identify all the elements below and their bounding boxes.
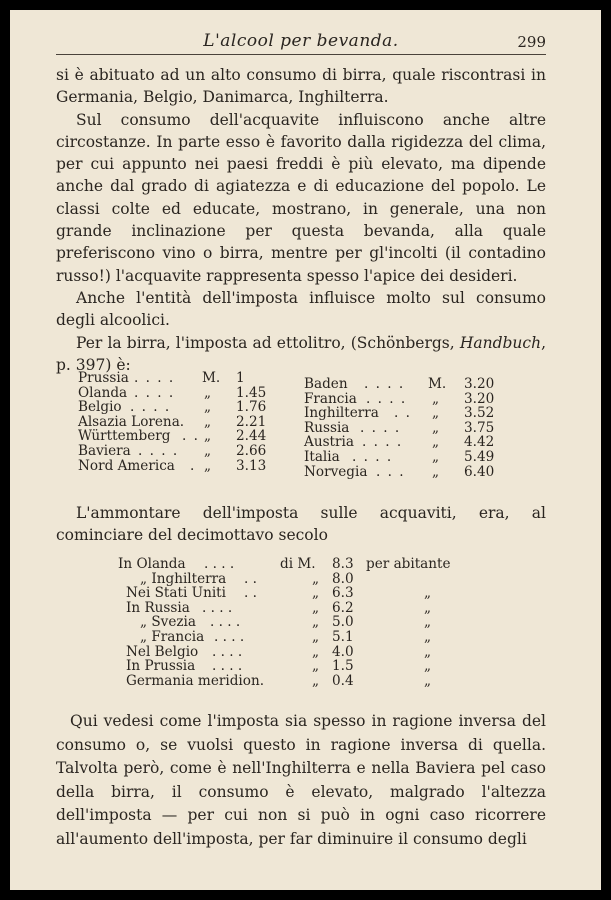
value: 5.1 xyxy=(332,628,354,645)
dots: . . . . xyxy=(134,384,175,401)
paragraph-1: si è abituato ad un alto consumo di birra, quale riscontrasi in Germania, Belgio, Danimarca, Inghilterra. xyxy=(56,66,546,107)
country: „ Svezia xyxy=(140,614,197,631)
note: „ xyxy=(424,643,432,660)
value: 6.2 xyxy=(332,599,354,616)
dots: . . . . xyxy=(210,614,241,631)
dots: . . . . xyxy=(362,434,403,451)
country: Nord America xyxy=(78,457,175,474)
value: 2.44 xyxy=(236,428,267,445)
running-head xyxy=(56,30,546,55)
closing-block xyxy=(56,710,546,851)
value: 8.3 xyxy=(332,556,354,572)
dots: . xyxy=(190,457,196,474)
beer-intro-before: Per la birra, l'imposta ad ettolitro, (Schönbergs, xyxy=(76,333,460,352)
country: In Russia xyxy=(126,599,190,616)
running-title: L'alcool per bevanda. xyxy=(203,31,399,51)
dots: . . . . xyxy=(212,658,243,675)
value: 1.45 xyxy=(236,384,267,401)
country: Germania meridion. xyxy=(126,672,265,689)
unit: „ xyxy=(432,419,440,436)
country: Italia xyxy=(304,448,340,465)
unit: „ xyxy=(432,463,440,480)
closing-paragraph: Qui vedesi come l'imposta sia spesso in ragione inversa del consumo o, se vuolsi questo in ragione inversa di quella. Talvolta però, come è nell'Inghilterra e nella Baviera pel caso della birra, il consumo è elevato, malgrado l'altezza dell'imposta — per cui non si può in ogni caso ricorrere all'aumento dell'imposta, per far diminuire il consumo degli xyxy=(56,712,546,848)
country: „ Inghilterra xyxy=(140,570,227,587)
country: Olanda xyxy=(78,384,128,401)
paragraph-2: Sul consumo dell'acquavite influiscono anche altre circostanze. In parte esso è favorito dalla rigidezza del clima, per cui appunto nei paesi freddi è più elevato, ma dipende anche dal grado di agiatezza e di educazione del popolo. Le classi colte ed educate, mostrano, in generale, una non grande inclinazione per questa bevanda, alla quale preferiscono vino o birra, mentre per gl'incolti (il contadino russo!) l'acquavite rappresenta spesso l'apice dei desideri. xyxy=(56,110,546,285)
value: 5.49 xyxy=(464,448,495,465)
unit: „ xyxy=(204,428,212,445)
note: per abitante xyxy=(366,556,451,572)
note: „ xyxy=(424,599,432,616)
dots: . . xyxy=(182,428,200,445)
value: 2.21 xyxy=(236,413,267,430)
country: Württemberg xyxy=(78,428,171,445)
country: Norvegia xyxy=(304,463,368,480)
unit: „ xyxy=(312,658,320,675)
unit: „ xyxy=(312,643,320,660)
dots: . . xyxy=(244,585,257,602)
unit: „ xyxy=(432,434,440,451)
country: Nel Belgio xyxy=(126,643,199,660)
value: 4.42 xyxy=(464,434,495,451)
country: Nei Stati Uniti xyxy=(126,585,226,602)
unit: „ xyxy=(432,448,440,465)
value: 1.5 xyxy=(332,658,354,675)
value: 3.13 xyxy=(236,457,267,474)
country: Belgio xyxy=(78,399,122,416)
unit: „ xyxy=(312,585,320,602)
dots: . . . . xyxy=(364,376,405,392)
note: „ xyxy=(424,585,432,602)
dots: . . . . xyxy=(204,556,235,572)
dots: . . . . xyxy=(352,448,393,465)
unit: „ xyxy=(312,614,320,631)
paragraph-3: Anche l'entità dell'imposta influisce molto sul consumo degli alcoolici. xyxy=(56,288,546,330)
unit: „ xyxy=(204,457,212,474)
country: In Olanda xyxy=(118,556,186,572)
unit: „ xyxy=(312,599,320,616)
book-page xyxy=(10,10,601,890)
country: Austria xyxy=(304,434,354,451)
country: Alsazia Lorena. xyxy=(78,413,185,430)
dots: . . xyxy=(394,405,412,422)
dots: . . . . xyxy=(138,442,179,459)
dots: . . . . xyxy=(134,370,175,386)
unit: „ xyxy=(312,628,320,645)
beer-intro-after: , p. 397) è: xyxy=(56,333,546,374)
value: 6.3 xyxy=(332,585,354,602)
beer-intro xyxy=(56,332,546,377)
value: 4.0 xyxy=(332,643,354,660)
dots: . . . . xyxy=(130,399,171,416)
body-text xyxy=(56,64,546,376)
country: Prussia xyxy=(78,370,129,386)
unit: M. xyxy=(428,376,447,392)
note: „ xyxy=(424,628,432,645)
country: Baden xyxy=(304,376,348,392)
value: 2.66 xyxy=(236,442,267,459)
unit: „ xyxy=(312,672,320,689)
unit: „ xyxy=(204,384,212,401)
unit: M. xyxy=(202,370,221,386)
dots: . . . . xyxy=(202,599,233,616)
unit: „ xyxy=(312,570,320,587)
country: Francia xyxy=(304,390,357,407)
value: 5.0 xyxy=(332,614,354,631)
note: „ xyxy=(424,614,432,631)
dots: . . . . xyxy=(212,643,243,660)
unit: „ xyxy=(204,442,212,459)
unit: di M. xyxy=(280,556,316,572)
dots: . . xyxy=(244,570,257,587)
country: In Prussia xyxy=(126,658,196,675)
unit: „ xyxy=(204,413,212,430)
value: 1 xyxy=(236,370,245,386)
spirits-intro-block xyxy=(56,502,546,547)
dots: . . . . xyxy=(360,419,401,436)
value: 6.40 xyxy=(464,463,495,480)
dots: . . . . xyxy=(214,628,245,645)
value: 1.76 xyxy=(236,399,267,416)
dots: . . . xyxy=(376,463,406,480)
country: „ Francia xyxy=(140,628,205,645)
value: 3.20 xyxy=(464,390,495,407)
country: Baviera xyxy=(78,442,131,459)
beer-intro-source: Handbuch xyxy=(459,333,542,352)
note: „ xyxy=(424,658,432,675)
value: 3.52 xyxy=(464,405,495,422)
value: 8.0 xyxy=(332,570,354,587)
value: 3.20 xyxy=(464,376,495,392)
spirits-intro: L'ammontare dell'imposta sulle acquaviti, era, al cominciare del decimottavo secolo xyxy=(56,504,546,545)
note: „ xyxy=(424,672,432,689)
dots: . . . . xyxy=(366,390,407,407)
unit: „ xyxy=(204,399,212,416)
value: 0.4 xyxy=(332,672,354,689)
unit: „ xyxy=(432,390,440,407)
unit: „ xyxy=(432,405,440,422)
page-number: 299 xyxy=(517,33,546,51)
country: Inghilterra xyxy=(304,405,379,422)
value: 3.75 xyxy=(464,419,495,436)
country: Russia xyxy=(304,419,350,436)
